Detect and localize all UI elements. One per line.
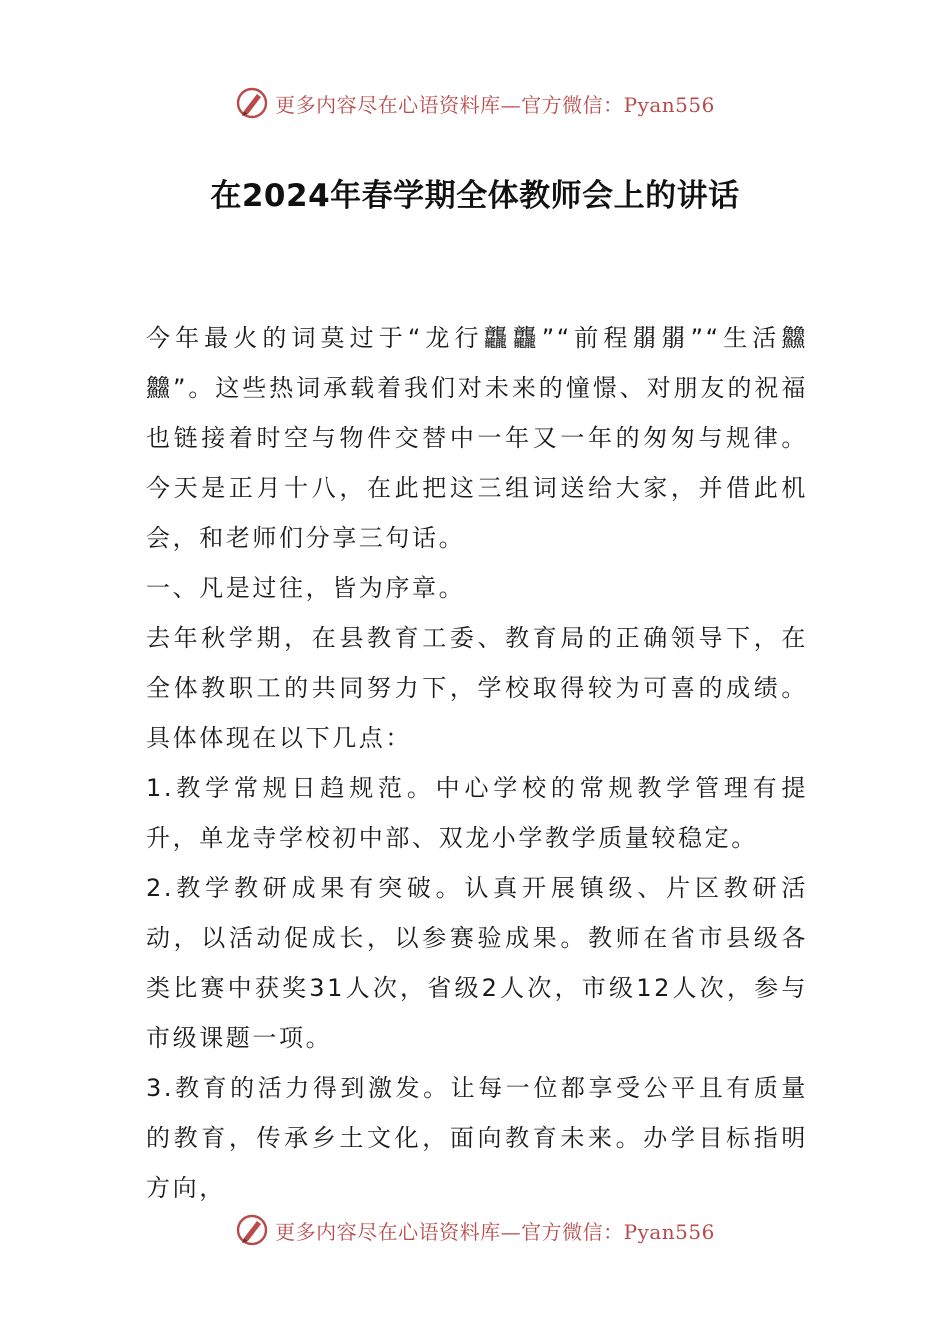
header-banner — [0, 83, 950, 123]
banner-text: 更多内容尽在心语资料库—官方微信：Pyan556 — [275, 1219, 715, 1244]
paragraph: 今年最火的词莫过于“龙行龘龘”“前程朤朤”“生活䲜䲜”。这些热词承载着我们对未来的憧憬、对朋友的祝福也链接着时空与物件交替中一年又一年的匆匆与规律。今天是正月十八，在此把这三组词送给大家，并借此机会，和老师们分享三句话。 — [146, 324, 808, 552]
document-body — [146, 313, 808, 1213]
footer-banner — [0, 1210, 950, 1250]
paragraph: 去年秋学期，在县教育工委、教育局的正确领导下，在全体教职工的共同努力下，学校取得较为可喜的成绩。具体体现在以下几点： — [146, 624, 808, 752]
list-item: 3.教育的活力得到激发。让每一位都享受公平且有质量的教育，传承乡土文化，面向教育未来。办学目标指明方向， — [146, 1074, 808, 1202]
brand-logo-icon — [235, 1213, 269, 1247]
list-item: 1.教学常规日趋规范。中心学校的常规教学管理有提升，单龙寺学校初中部、双龙小学教学质量较稳定。 — [146, 774, 808, 852]
section-heading: 一、凡是过往，皆为序章。 — [146, 574, 466, 602]
banner-text: 更多内容尽在心语资料库—官方微信：Pyan556 — [275, 92, 715, 117]
document-title: 在2024年春学期全体教师会上的讲话 — [210, 178, 740, 214]
brand-logo-icon — [235, 86, 269, 120]
list-item: 2.教学教研成果有突破。认真开展镇级、片区教研活动，以活动促成长，以参赛验成果。教师在省市县级各类比赛中获奖31人次，省级2人次，市级12人次，参与市级课题一项。 — [146, 874, 808, 1052]
